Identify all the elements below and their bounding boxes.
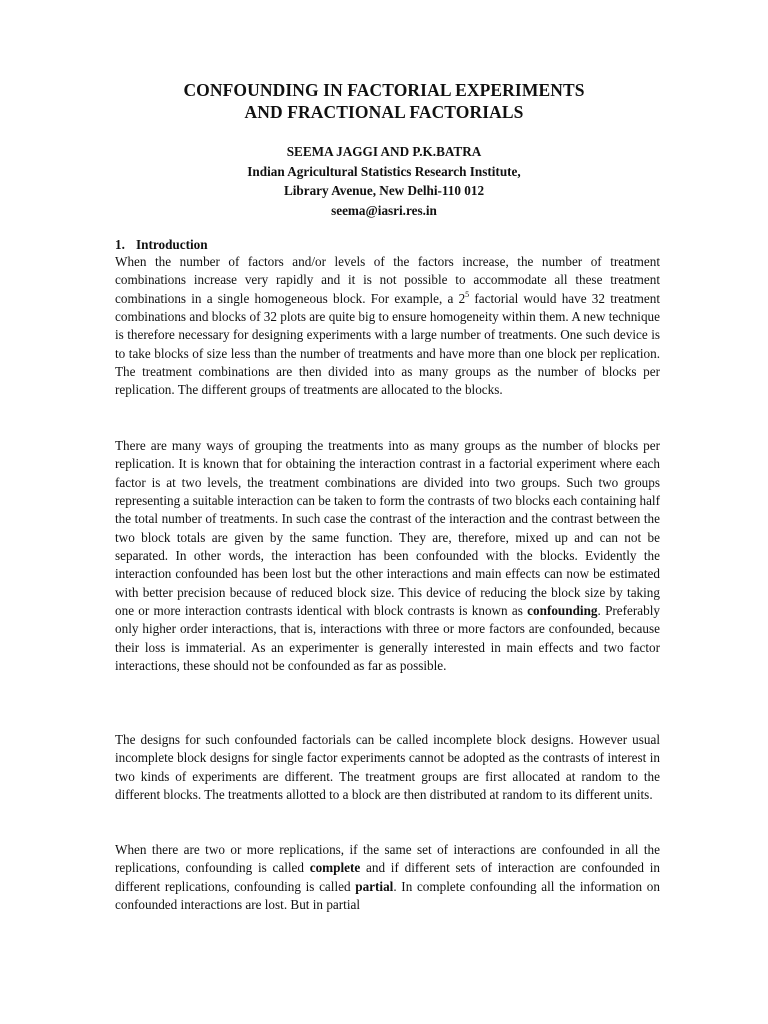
- section-title: Introduction: [136, 237, 208, 252]
- paragraph-2-text-a: There are many ways of grouping the treatments into as many groups as the number of blocks per replication. It is known that for obtaining the interaction contrast in a factorial experiment where each factor is at two levels, the treatment combinations are divided into two groups. Such two groups representing a suitable interaction can be taken to form the contrasts of two blocks each containing half the total number of treatments. In such case the contrast of the interaction and the contrast between the two block totals are given by the same function. They are, therefore, mixed up and can not be separated. In other words, the interaction has been confounded with the blocks. Evidently the interaction confounded has been lost but the other interactions and main effects can now be estimated with better precision because of reduced block size. This device of reducing the block size by taking one or more interaction contrasts identical with block contrasts is known as: [115, 438, 660, 619]
- term-partial: partial: [355, 878, 394, 894]
- paragraph-4: [115, 841, 660, 914]
- section-number: 1.: [115, 237, 125, 252]
- paragraph-1-text-a: When the number of factors and/or levels of the factors increase, the number of treatment combinations increase very rapidly and it is not possible to accommodate all these treatment combinations in a single homogeneous block. For example, a 2: [115, 254, 660, 306]
- paragraph-3-text: The designs for such confounded factorials can be called incomplete block designs. However usual incomplete block designs for single factor experiments cannot be adopted as the contrasts of interest in two kinds of experiments are different. The treatment groups are first allocated at random to the different blocks. The treatments allotted to a block are then distributed at random to its different units.: [115, 732, 660, 803]
- title-line-1: CONFOUNDING IN FACTORIAL EXPERIMENTS: [183, 80, 585, 100]
- paragraph-3: [115, 731, 660, 804]
- author-block: [0, 142, 768, 220]
- author-institute: Indian Agricultural Statistics Research Institute,: [247, 163, 521, 179]
- title-line-2: AND FRACTIONAL FACTORIALS: [244, 102, 524, 122]
- author-email[interactable]: seema@iasri.res.in: [331, 202, 437, 218]
- term-confounding: confounding: [527, 603, 598, 619]
- section-heading-introduction: [115, 236, 208, 254]
- paragraph-2-text-b: . Preferably only higher order interactions, that is, interactions with three or more factors are confounded, because their loss is immaterial. As an experimenter is generally interested in main effects and two factor interactions, these should not be confounded as far as possible.: [115, 603, 661, 674]
- paragraph-4-text-c: . In complete confounding all the information on confounded interactions are lost. But in partial: [115, 878, 660, 913]
- paragraph-4-text-a: When there are two or more replications, if the same set of interactions are confounded in all the replications, confounding is called: [115, 842, 660, 876]
- paragraph-1-superscript: 5: [465, 289, 470, 299]
- author-names: SEEMA JAGGI AND P.K.BATRA: [286, 144, 482, 159]
- paragraph-1-text-b: factorial would have 32 treatment combinations and blocks of 32 plots are quite big to ensure homogeneity within them. A new technique is therefore necessary for designing experiments with a large number of treatments. One such device is to take blocks of size less than the number of treatments and have more than one block per replication. The treatment combinations are then divided into as many groups as the number of blocks per replication. The different groups of treatments are allocated to the blocks.: [115, 290, 661, 398]
- term-complete: complete: [309, 860, 361, 876]
- paragraph-1: [115, 253, 660, 400]
- author-address: Library Avenue, New Delhi-110 012: [283, 183, 485, 198]
- paragraph-4-text-b: and if different sets of interaction are confounded in different replications, confounding is called: [115, 860, 660, 894]
- paragraph-2: [115, 437, 660, 675]
- paper-title: [0, 79, 768, 123]
